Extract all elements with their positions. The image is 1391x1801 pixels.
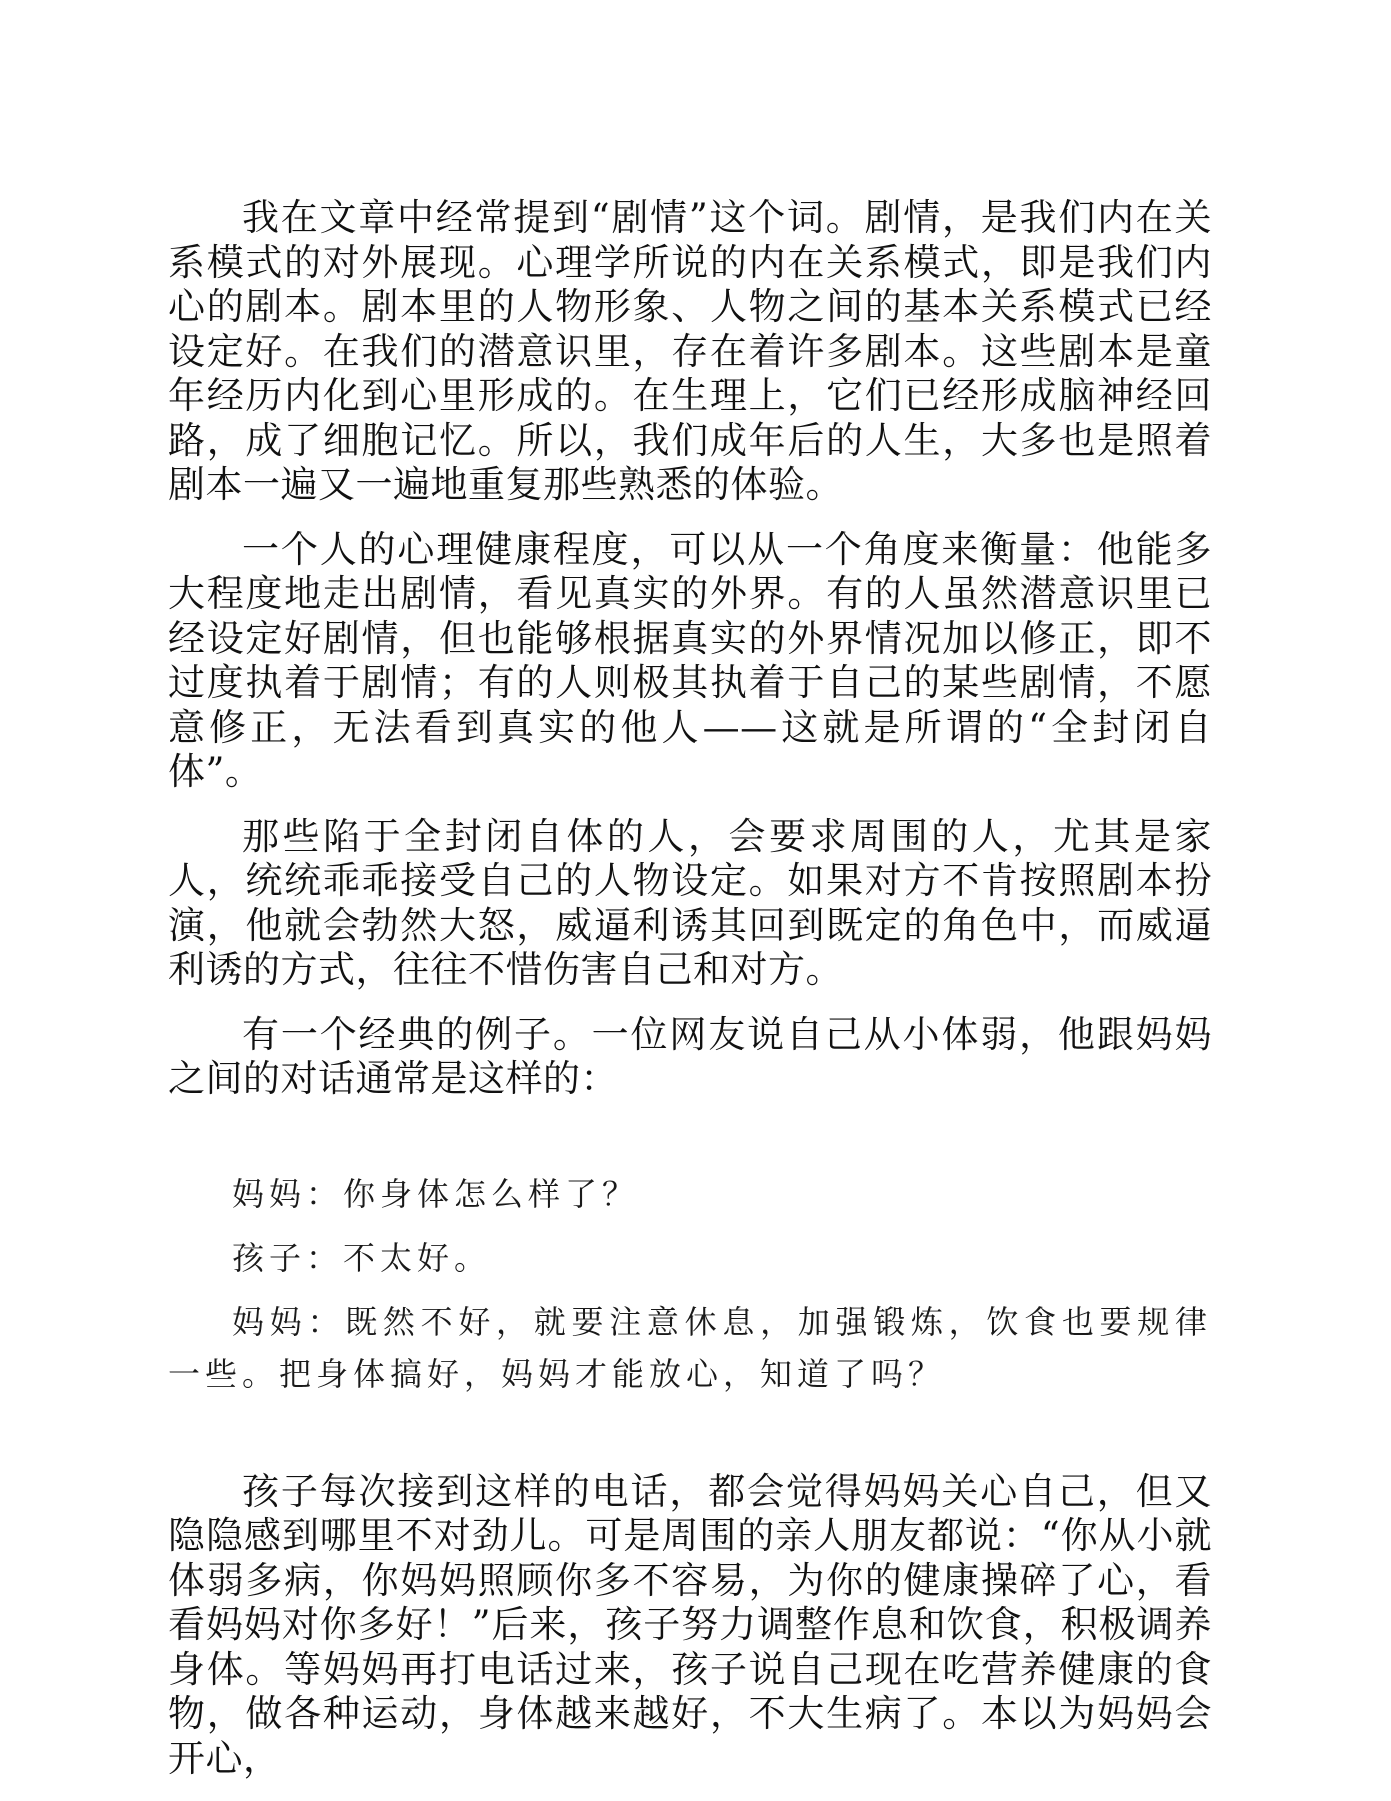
dialog-line: 妈妈：既然不好，就要注意休息，加强锻炼，饮食也要规律一些。把身体搞好，妈妈才能放心，知道了吗？ bbox=[168, 1302, 1212, 1393]
dialog-line: 妈妈：你身体怎么样了？ bbox=[232, 1174, 640, 1213]
paragraph: 有一个经典的例子。一位网友说自己从小体弱，他跟妈妈之间的对话通常是这样的： bbox=[168, 1012, 1212, 1100]
paragraph: 一个人的心理健康程度，可以从一个角度来衡量：他能多大程度地走出剧情，看见真实的外界。有的人虽然潜意识里已经设定好剧情，但也能够根据真实的外界情况加以修正，即不过度执着于剧情；有的人则极其执着于自己的某些剧情，不愿意修正，无法看到真实的他人——这就是所谓的“全封闭自体”。 bbox=[168, 527, 1212, 793]
paragraph: 那些陷于全封闭自体的人，会要求周围的人，尤其是家人，统统乖乖接受自己的人物设定。如果对方不肯按照剧本扮演，他就会勃然大怒，威逼利诱其回到既定的角色中，而威逼利诱的方式，往往不惜伤害自己和对方。 bbox=[168, 814, 1212, 991]
paragraph: 我在文章中经常提到“剧情”这个词。剧情，是我们内在关系模式的对外展现。心理学所说的内在关系模式，即是我们内心的剧本。剧本里的人物形象、人物之间的基本关系模式已经设定好。在我们的潜意识里，存在着许多剧本。这些剧本是童年经历内化到心里形成的。在生理上，它们已经形成脑神经回路，成了细胞记忆。所以，我们成年后的人生，大多也是照着剧本一遍又一遍地重复那些熟悉的体验。 bbox=[168, 196, 1212, 506]
dialog-line: 孩子：不太好。 bbox=[232, 1238, 492, 1277]
document-body bbox=[168, 196, 1212, 1801]
closing-paragraph: 孩子每次接到这样的电话，都会觉得妈妈关心自己，但又隐隐感到哪里不对劲儿。可是周围的亲人朋友都说：“你从小就体弱多病，你妈妈照顾你多不容易，为你的健康操碎了心，看看妈妈对你多好！”后来，孩子努力调整作息和饮食，积极调养身体。等妈妈再打电话过来，孩子说自己现在吃营养健康的食物，做各种运动，身体越来越好，不大生病了。本以为妈妈会开心， bbox=[168, 1469, 1212, 1780]
